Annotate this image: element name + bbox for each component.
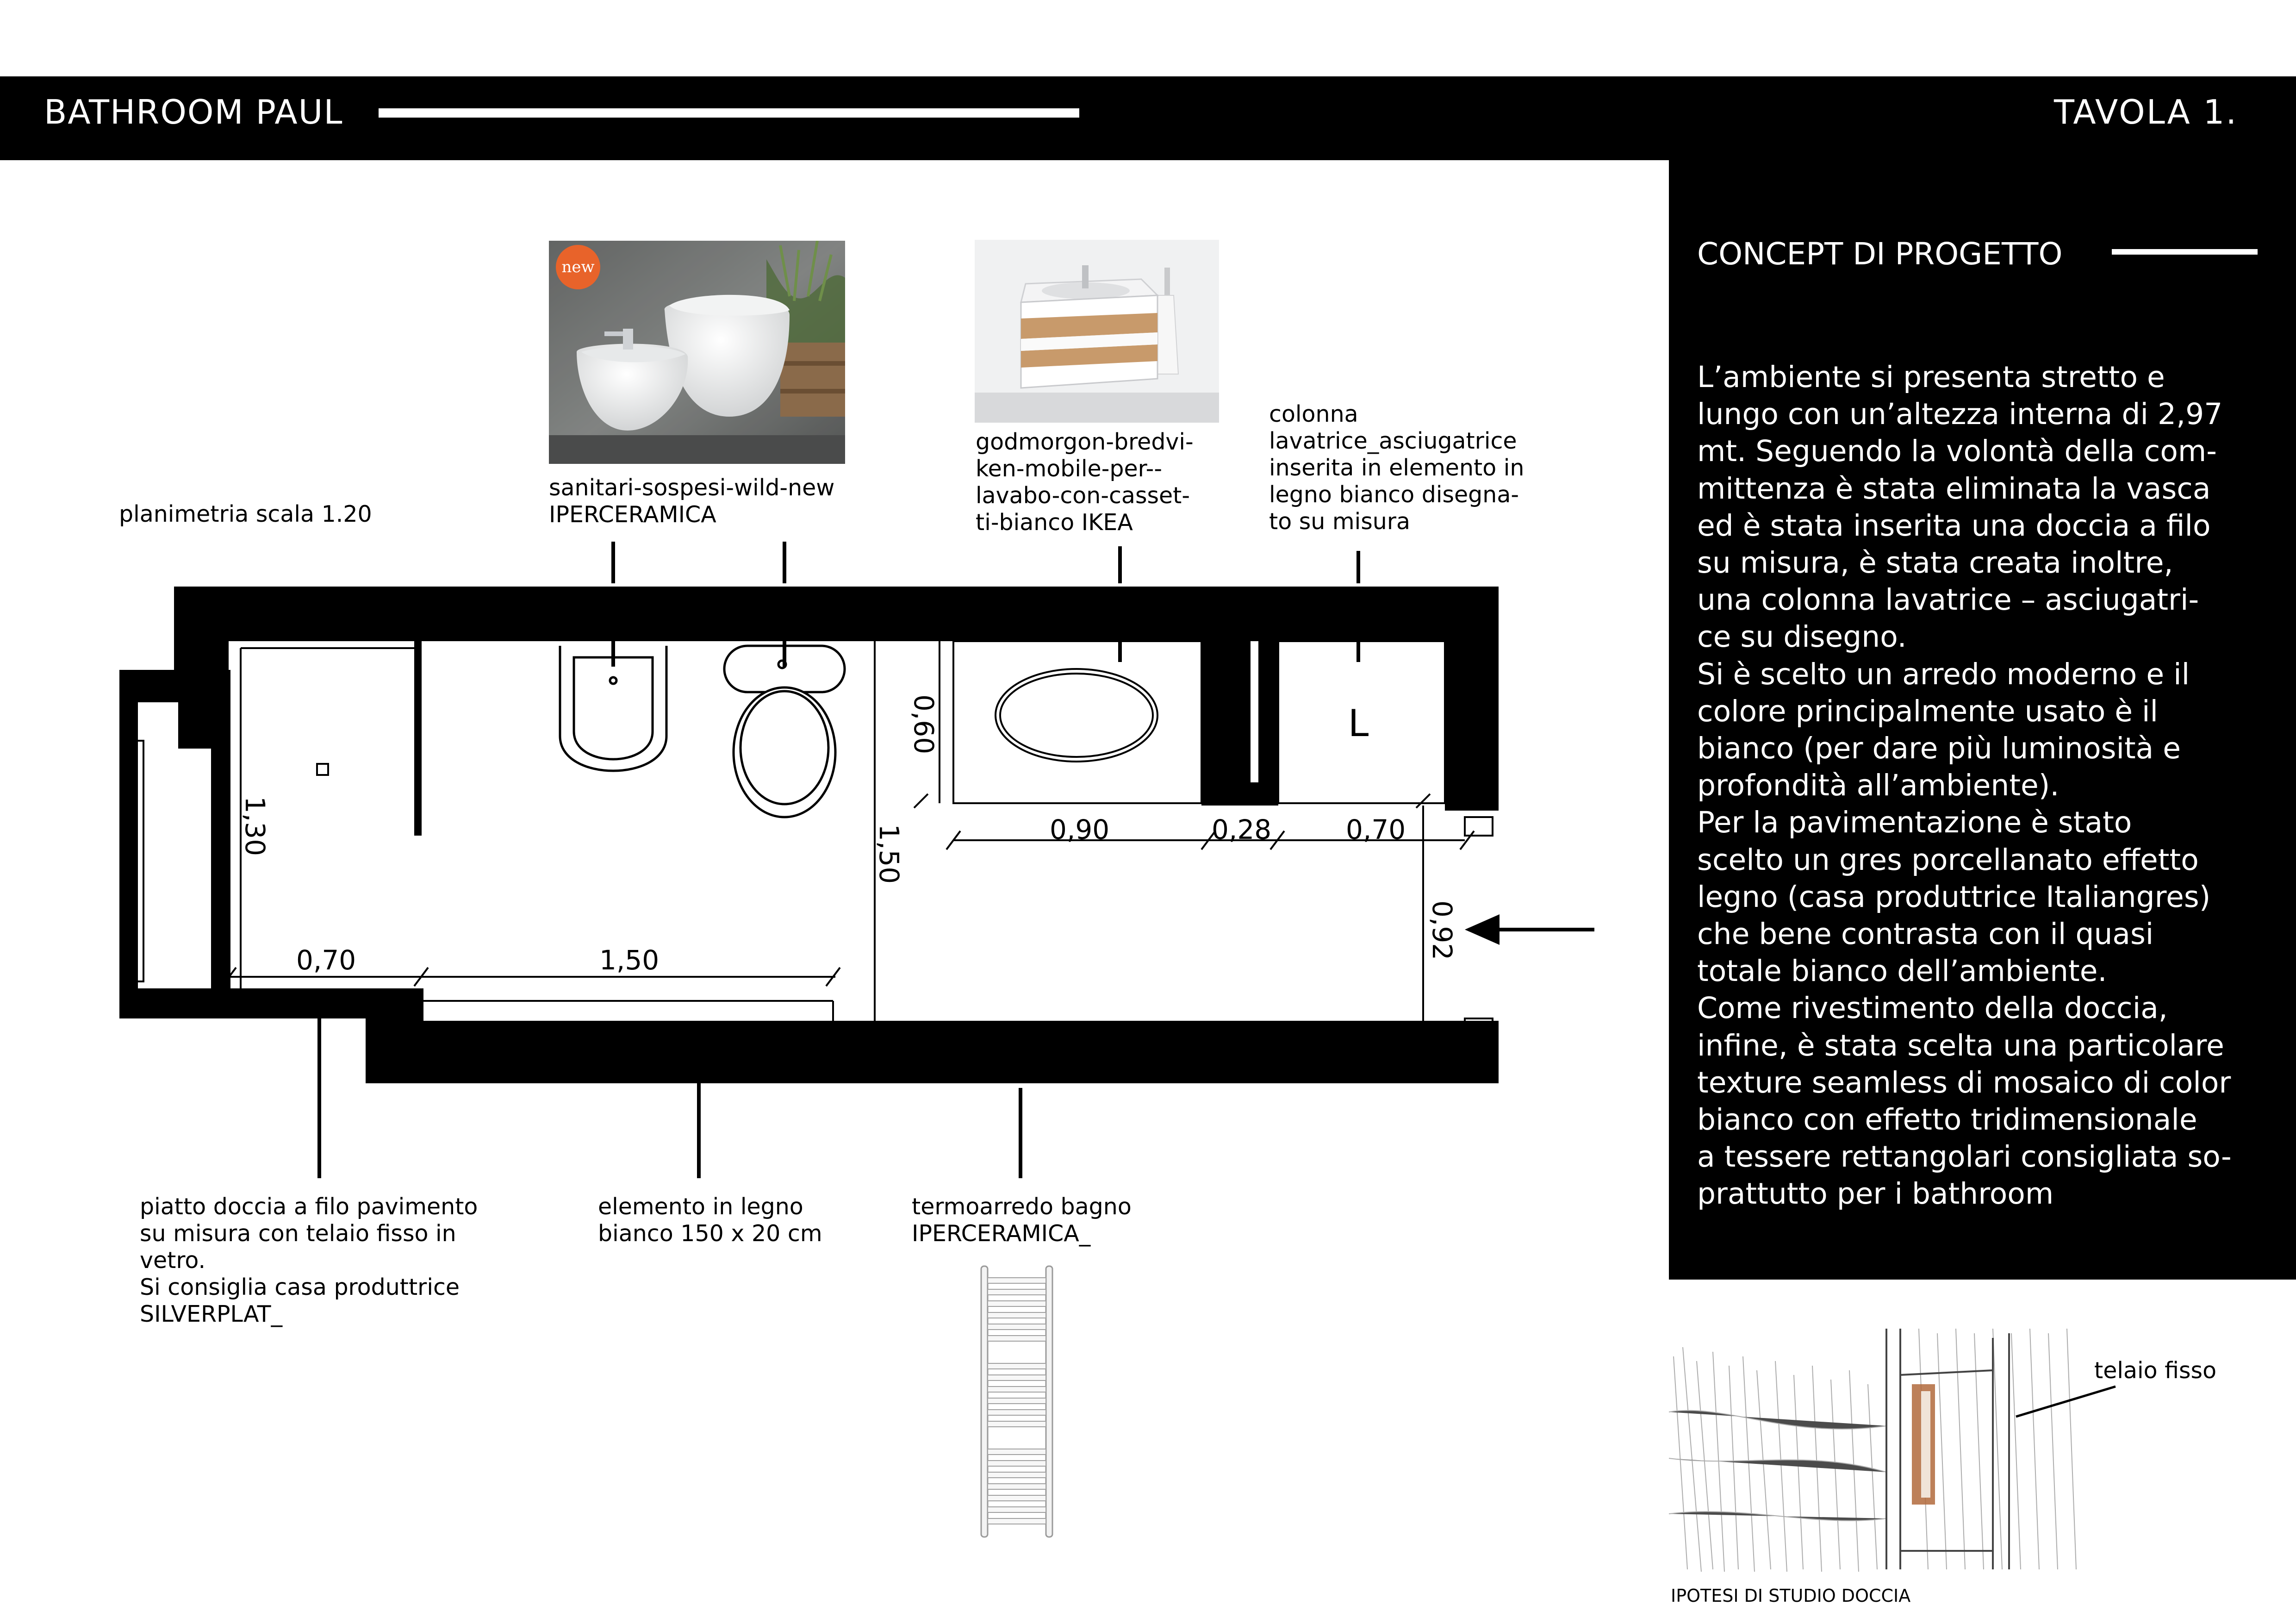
- label-line: godmorgon-bredvi-: [976, 429, 1194, 455]
- label-line: legno bianco disegna-: [1269, 481, 1519, 508]
- label-line: Si consiglia casa produttrice: [140, 1274, 460, 1300]
- dim-gap: 0,28: [1212, 814, 1272, 845]
- label-line: su misura con telaio fisso in: [140, 1220, 456, 1247]
- label-line: SILVERPLAT_: [140, 1301, 283, 1327]
- concept-line: infine, è stata scelta una particolare: [1697, 1028, 2224, 1062]
- washer-column-mark: L: [1348, 702, 1369, 745]
- concept-line: mittenza è stata eliminata la vasca: [1697, 471, 2211, 506]
- concept-line: bianco con effetto tridimensionale: [1697, 1103, 2197, 1137]
- telaio-leader: [2016, 1387, 2116, 1417]
- concept-line: mt. Seguendo la volontà della com-: [1697, 434, 2217, 468]
- concept-line: Si è scelto un arredo moderno e il: [1697, 657, 2190, 691]
- label-line: elemento in legno: [598, 1193, 803, 1220]
- page-title: BATHROOM PAUL: [44, 93, 343, 131]
- sketch-caption: IPOTESI DI STUDIO DOCCIA: [1671, 1586, 1911, 1606]
- concept-line: su misura, è stata creata inoltre,: [1697, 546, 2173, 580]
- label-line: IPERCERAMICA: [549, 501, 716, 528]
- concept-line: texture seamless di mosaico di color: [1697, 1065, 2231, 1099]
- entry-arrow-icon: [1465, 914, 1594, 945]
- label-line: sanitari-sospesi-wild-new: [549, 475, 835, 501]
- dim-room-width: 1,50: [873, 824, 905, 884]
- label-line: ti-bianco IKEA: [976, 509, 1133, 536]
- shower-label: [140, 1193, 478, 1328]
- dim-room-length: 1,50: [599, 944, 660, 976]
- dim-column-width: 0,70: [1346, 814, 1406, 845]
- toilet: [724, 646, 845, 817]
- label-line: vetro.: [140, 1247, 206, 1274]
- concept-line: Come rivestimento della doccia,: [1697, 991, 2168, 1025]
- concept-line: una colonna lavatrice – asciugatri-: [1697, 583, 2199, 617]
- label-line: to su misura: [1269, 508, 1411, 535]
- concept-line: colore principalmente usato è il: [1697, 694, 2159, 728]
- concept-line: a tessere rettangolari consigliata so-: [1697, 1140, 2232, 1174]
- label-line: lavabo-con-casset-: [976, 482, 1190, 509]
- plan-lines: [241, 641, 1493, 1051]
- dim-door-width: 0,92: [1426, 900, 1458, 961]
- label-line: ken-mobile-per--: [976, 456, 1163, 482]
- concept-line: scelto un gres porcellanato effetto: [1697, 843, 2199, 877]
- concept-title: CONCEPT DI PROGETTO: [1697, 236, 2063, 272]
- vanity-label: [976, 429, 1194, 536]
- concept-line: lungo con un’altezza interna di 2,97: [1697, 397, 2223, 431]
- sketch-annotation: telaio fisso: [2094, 1357, 2217, 1384]
- radiator-label: [912, 1193, 1132, 1247]
- dim-vanity-width: 0,90: [1050, 814, 1110, 845]
- concept-line: L’ambiente si presenta stretto e: [1697, 360, 2165, 394]
- concept-line: ed è stata inserita una doccia a filo: [1697, 508, 2211, 543]
- concept-line: che bene contrasta con il quasi: [1697, 917, 2154, 951]
- concept-line: Per la pavimentazione è stato: [1697, 806, 2132, 840]
- wood-element-label: [598, 1193, 822, 1247]
- label-line: colonna: [1269, 401, 1358, 427]
- concept-line: ce su disegno.: [1697, 620, 1907, 654]
- dim-shower-width: 0,70: [296, 944, 356, 976]
- label-line: bianco 150 x 20 cm: [598, 1220, 822, 1247]
- label-line: lavatrice_asciugatrice: [1269, 428, 1517, 454]
- sheet-number: TAVOLA 1.: [2054, 93, 2238, 131]
- sanitari-label: [549, 475, 834, 528]
- concept-line: totale bianco dell’ambiente.: [1697, 954, 2107, 988]
- new-badge-label: new: [561, 258, 595, 276]
- label-line: IPERCERAMICA_: [912, 1220, 1091, 1247]
- radiator-photo: [977, 1264, 1060, 1542]
- concept-line: legno (casa produttrice Italiangres): [1697, 880, 2211, 914]
- concept-line: bianco (per dare più luminosità e: [1697, 731, 2181, 766]
- label-line: inserita in elemento in: [1269, 455, 1524, 481]
- concept-line: prattutto per i bathroom: [1697, 1177, 2054, 1211]
- label-line: termoarredo bagno: [912, 1193, 1132, 1220]
- concept-line: profondità all’ambiente).: [1697, 768, 2060, 803]
- dim-shower-depth: 1,30: [239, 796, 271, 856]
- column-label: [1269, 401, 1524, 535]
- plan-scale-label: planimetria scala 1.20: [119, 501, 372, 527]
- label-line: piatto doccia a filo pavimento: [140, 1193, 478, 1220]
- dim-vanity-depth: 0,60: [908, 694, 940, 755]
